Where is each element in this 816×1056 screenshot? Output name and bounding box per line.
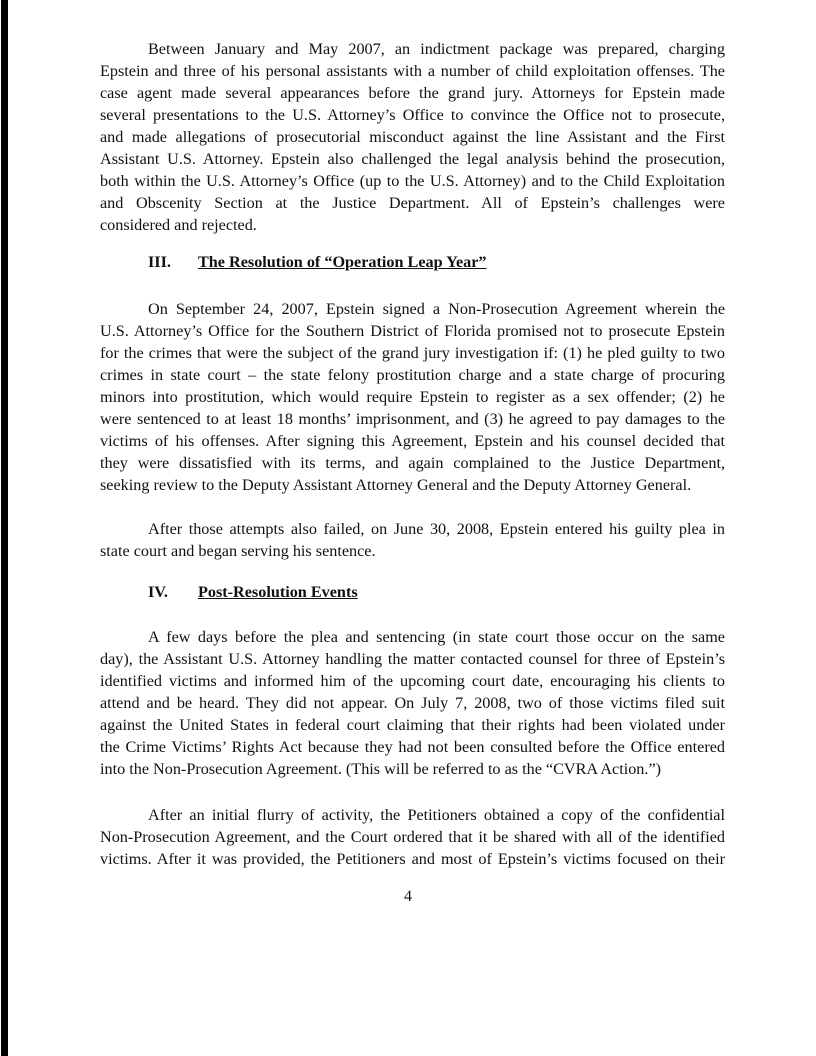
- text-line: against the United States in federal court claiming that their rights had been violated under: [100, 716, 725, 734]
- text-line: A few days before the plea and sentencing (in state court those occur on the same: [148, 628, 725, 646]
- section-heading-iv: [148, 581, 358, 603]
- text-line: were sentenced to at least 18 months’ imprisonment, and (3) he agreed to pay damages to the: [100, 410, 725, 428]
- paragraph-plea: [100, 518, 725, 562]
- text-line: victims. After it was provided, the Petitioners and most of Epstein’s victims focused on their: [100, 850, 725, 868]
- paragraph-npa: [100, 298, 725, 496]
- page-number: 4: [404, 888, 412, 905]
- text-line: attend and be heard. They did not appear. On July 7, 2008, two of those victims filed suit: [100, 694, 725, 712]
- text-line: Epstein and three of his personal assistants with a number of child exploitation offenses. The: [100, 62, 725, 80]
- text-line: state court and began serving his sentence.: [100, 542, 376, 560]
- text-line: and made allegations of prosecutorial misconduct against the line Assistant and the First: [100, 128, 725, 146]
- text-line: seeking review to the Deputy Assistant Attorney General and the Deputy Attorney General.: [100, 476, 692, 494]
- paragraph-flurry: [100, 804, 725, 870]
- text-line: After an initial flurry of activity, the Petitioners obtained a copy of the confidential: [148, 806, 725, 824]
- text-line: both within the U.S. Attorney’s Office (up to the U.S. Attorney) and to the Child Exploitation: [100, 172, 725, 190]
- paragraph-cvra: [100, 626, 725, 780]
- text-line: into the Non-Prosecution Agreement. (This will be referred to as the “CVRA Action.”): [100, 760, 662, 778]
- text-line: several presentations to the U.S. Attorney’s Office to convince the Office not to prosecute,: [100, 106, 725, 124]
- scan-edge: [1, 0, 8, 1056]
- text-line: for the crimes that were the subject of the grand jury investigation if: (1) he pled guilty to two: [100, 344, 725, 362]
- text-line: they were dissatisfied with its terms, and again complained to the Justice Department,: [100, 454, 725, 472]
- section-number: IV.: [148, 583, 168, 601]
- text-line: minors into prostitution, which would require Epstein to register as a sex offender; (2) he: [100, 388, 725, 406]
- section-title: The Resolution of “Operation Leap Year”: [198, 253, 487, 271]
- text-line: the Crime Victims’ Rights Act because they had not been consulted before the Office entered: [100, 738, 725, 756]
- text-line: case agent made several appearances before the grand jury. Attorneys for Epstein made: [100, 84, 725, 102]
- text-line: day), the Assistant U.S. Attorney handling the matter contacted counsel for three of Epstein’s: [100, 650, 725, 668]
- text-line: U.S. Attorney’s Office for the Southern District of Florida promised not to prosecute Epstein: [100, 322, 725, 340]
- text-line: Assistant U.S. Attorney. Epstein also challenged the legal analysis behind the prosecution,: [100, 150, 725, 168]
- text-line: and Obscenity Section at the Justice Department. All of Epstein’s challenges were: [100, 194, 725, 212]
- section-number: III.: [148, 253, 171, 271]
- text-line: After those attempts also failed, on June 30, 2008, Epstein entered his guilty plea in: [148, 520, 725, 538]
- text-line: victims of his offenses. After signing this Agreement, Epstein and his counsel decided that: [100, 432, 725, 450]
- section-title: Post-Resolution Events: [198, 583, 358, 601]
- section-heading-iii: [148, 251, 487, 273]
- text-line: Non-Prosecution Agreement, and the Court ordered that it be shared with all of the identified: [100, 828, 725, 846]
- paragraph-indictment: [100, 38, 725, 236]
- text-line: considered and rejected.: [100, 216, 257, 234]
- text-line: On September 24, 2007, Epstein signed a Non-Prosecution Agreement wherein the: [148, 300, 725, 318]
- text-line: identified victims and informed him of the upcoming court date, encouraging his clients to: [100, 672, 725, 690]
- text-line: crimes in state court – the state felony prostitution charge and a state charge of procuring: [100, 366, 725, 384]
- text-line: Between January and May 2007, an indictment package was prepared, charging: [148, 40, 725, 58]
